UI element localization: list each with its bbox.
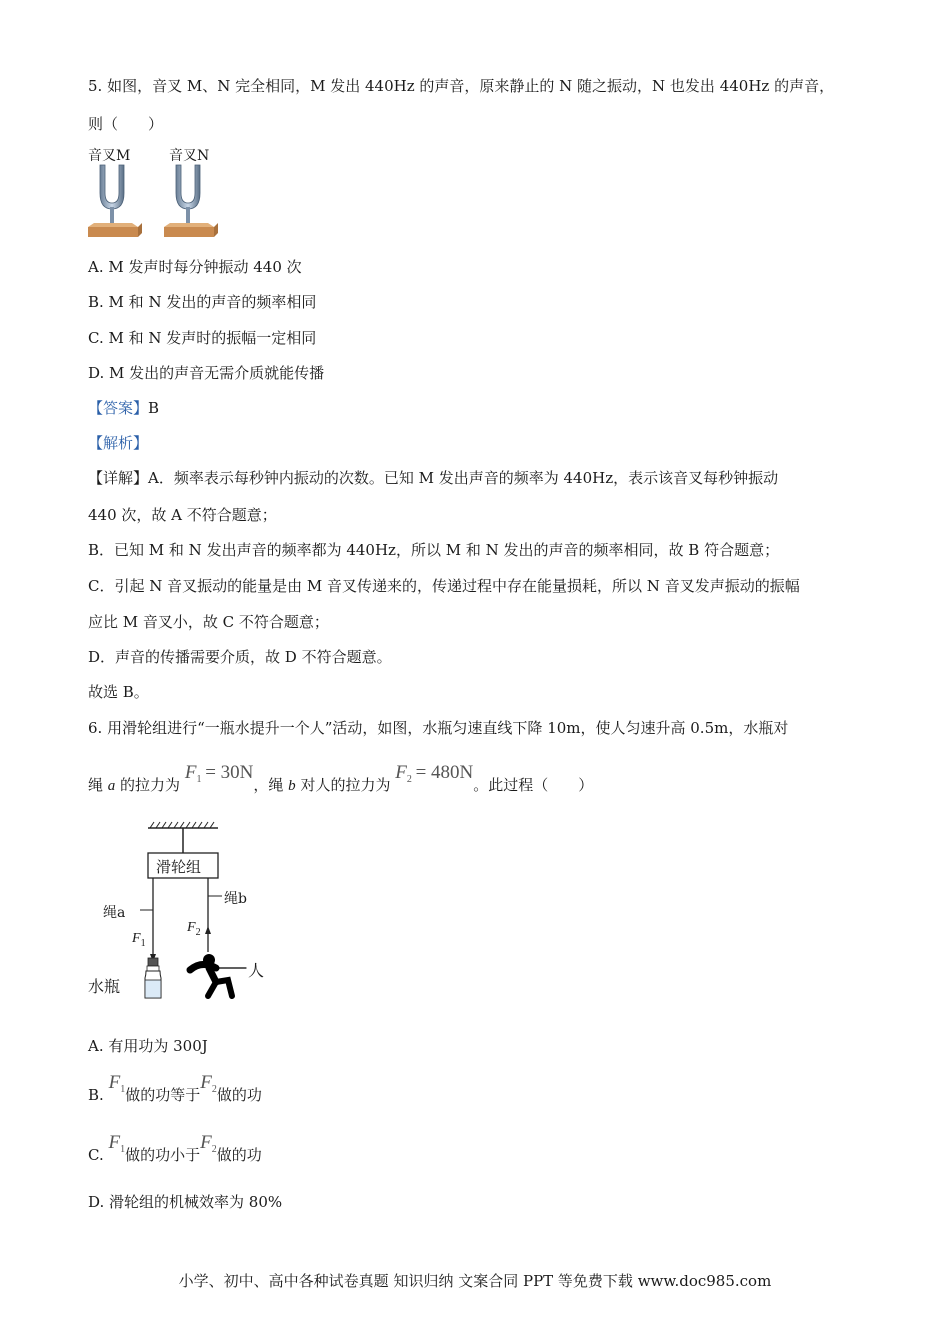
f1-subscript: 1 (196, 774, 202, 785)
option-b-prefix: B. (88, 1086, 104, 1104)
q5-detail-b: B．已知 M 和 N 发出声音的频率都为 440Hz，所以 M 和 N 发出的声音的频率相同，故 B 符合题意； (88, 541, 780, 559)
tuning-forks-drawing (86, 143, 226, 243)
option-c-f1-symbol: F (108, 1132, 121, 1153)
q5-detail-d: D．声音的传播需要介质，故 D 不符合题意。 (88, 648, 392, 666)
q6-option-c (88, 1132, 262, 1175)
q6-stem-line2 (88, 762, 594, 805)
option-b-suffix: 做的功 (216, 1086, 262, 1104)
q5-answer (88, 398, 159, 418)
f1-value: = 30N (205, 762, 254, 783)
rope-a-symbol: a (107, 778, 116, 794)
option-b-f2-sub: 2 (211, 1084, 217, 1095)
f1-symbol: F (184, 762, 197, 783)
q5-option-d: D. M 发出的声音无需介质就能传播 (88, 364, 325, 382)
f1-equation (184, 762, 254, 785)
rope-b-label: 绳b (224, 891, 247, 907)
detail-tag: 【详解】 (88, 469, 149, 487)
f2-equation (395, 762, 474, 785)
option-c-f1 (108, 1132, 126, 1155)
q5-option-a: A. M 发声时每分钟振动 440 次 (88, 258, 302, 276)
q5-conclusion: 故选 B。 (88, 683, 149, 701)
f2-value: = 480N (415, 762, 474, 783)
f1-figure-symbol: F (132, 931, 141, 946)
option-c-suffix: 做的功 (216, 1146, 262, 1164)
q6-option-d: D. 滑轮组的机械效率为 80% (88, 1193, 283, 1211)
option-b-f1-symbol: F (108, 1072, 121, 1093)
person-figure (190, 954, 246, 996)
f2-figure-label (187, 920, 201, 938)
rope-a-label: 绳a (103, 905, 126, 921)
pulley-label: 滑轮组 (156, 858, 202, 876)
q5-detail-c-line2: 应比 M 音叉小，故 C 不符合题意； (88, 613, 329, 631)
tuning-fork-n-label: 音叉N (169, 148, 210, 164)
option-c-f2 (200, 1132, 217, 1155)
f2-figure-subscript: 2 (195, 926, 201, 938)
pulley-figure (86, 820, 286, 1010)
option-b-f1-sub: 1 (120, 1084, 126, 1095)
tuning-fork-m-label: 音叉M (88, 148, 131, 164)
water-bottle (145, 958, 161, 998)
q5-option-c: C. M 和 N 发声时的振幅一定相同 (88, 329, 317, 347)
tuning-fork-n (164, 165, 218, 237)
option-b-f2 (200, 1072, 217, 1095)
q5-stem-line2: 则（ ） (88, 115, 164, 133)
f2-symbol: F (395, 762, 407, 783)
q5-detail-a-line2: 440 次，故 A 不符合题意； (88, 506, 277, 524)
f2-subscript: 2 (406, 774, 412, 785)
option-b-f2-symbol: F (200, 1072, 212, 1093)
bottle-label: 水瓶 (88, 977, 121, 996)
option-c-f2-symbol: F (200, 1132, 212, 1153)
answer-value: B (148, 399, 160, 417)
q5-stem-line1: 5. 如图，音叉 M、N 完全相同，M 发出 440Hz 的声音，原来静止的 N 随之振动，N 也发出 440Hz 的声音， (88, 77, 835, 95)
q6-stem-text-1: 绳 (88, 776, 108, 794)
q6-option-b (88, 1072, 262, 1115)
option-c-f1-sub: 1 (120, 1144, 126, 1155)
option-c-mid: 做的功小于 (125, 1146, 201, 1164)
option-c-prefix: C. (88, 1146, 104, 1164)
f2-figure-symbol: F (187, 920, 196, 935)
answer-tag: 【答案】 (88, 399, 149, 417)
q5-detail-a-line1 (88, 468, 778, 488)
page-footer: 小学、初中、高中各种试卷真题 知识归纳 文案合同 PPT 等免费下载 www.doc985.com (178, 1272, 772, 1290)
tuning-fork-m (88, 165, 142, 237)
option-b-f1 (108, 1072, 126, 1095)
person-label: 人 (248, 961, 265, 980)
q6-stem-text-4: 对人的拉力为 (295, 776, 391, 794)
q5-option-b: B. M 和 N 发出的声音的频率相同 (88, 293, 317, 311)
f1-figure-label (132, 931, 146, 949)
f1-figure-subscript: 1 (140, 937, 146, 949)
q6-stem-text-2: 的拉力为 (115, 776, 181, 794)
q5-analysis-tag (88, 433, 148, 453)
q6-stem-line1: 6. 用滑轮组进行“一瓶水提升一个人”活动，如图，水瓶匀速直线下降 10m，使人匀速升高 0.5m，水瓶对 (88, 719, 789, 737)
q5-detail-c-line1: C．引起 N 音叉振动的能量是由 M 音叉传递来的，传递过程中存在能量损耗，所以 N 音叉发声振动的振幅 (88, 577, 800, 595)
q6-stem-text-5: 。此过程（ ） (473, 776, 594, 794)
option-c-f2-sub: 2 (211, 1144, 217, 1155)
detail-a-text: A．频率表示每秒钟内振动的次数。已知 M 发出声音的频率为 440Hz，表示该音叉每秒钟振动 (148, 469, 779, 487)
rope-b-symbol: b (288, 778, 296, 794)
analysis-tag: 【解析】 (88, 434, 149, 452)
option-b-mid: 做的功等于 (125, 1086, 201, 1104)
q6-stem-text-3: ，绳 (253, 776, 289, 794)
q6-option-a: A. 有用功为 300J (88, 1037, 208, 1055)
